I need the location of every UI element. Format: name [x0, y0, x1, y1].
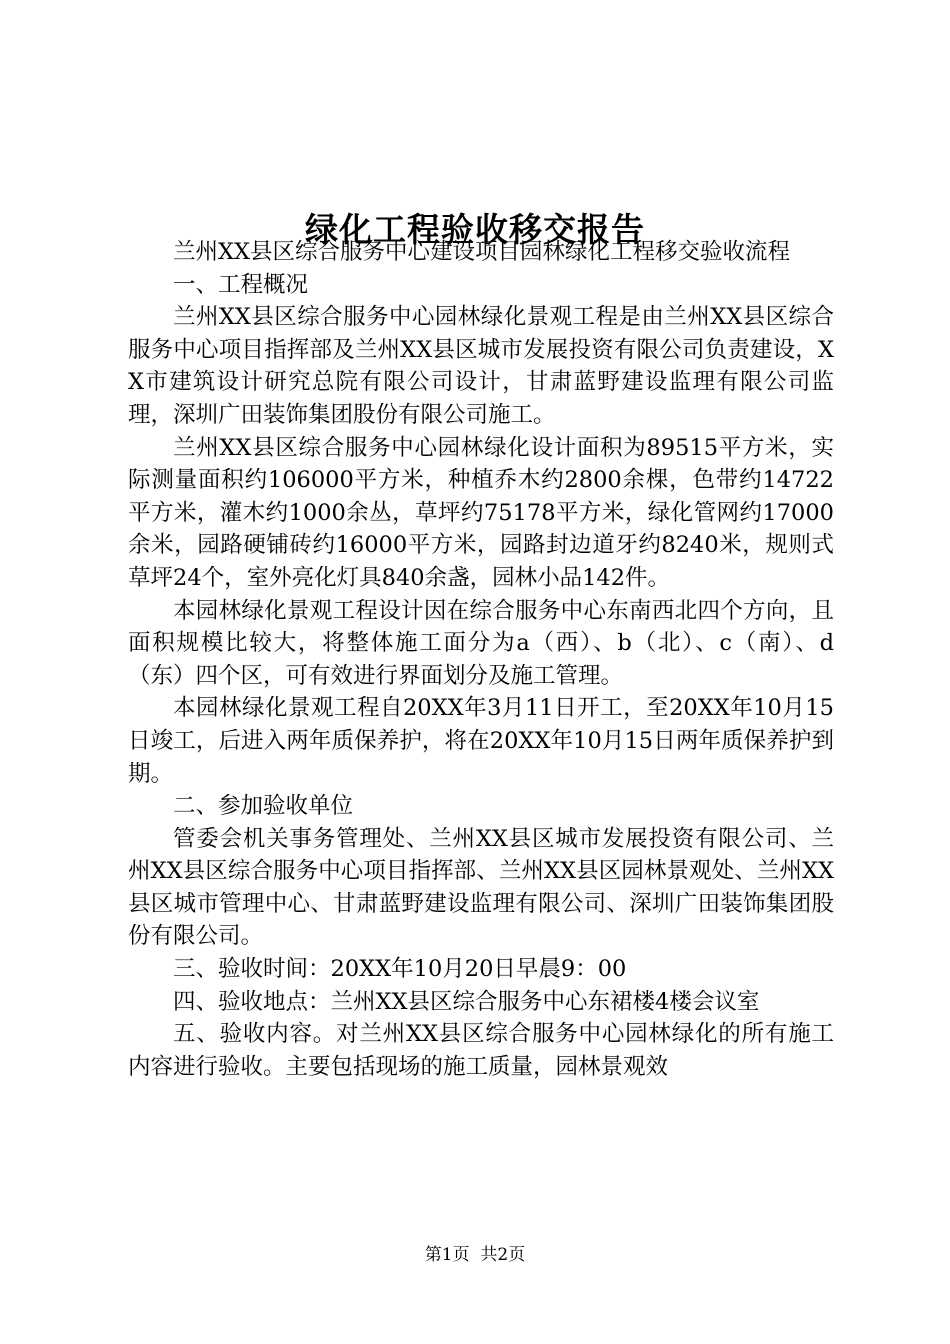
document-title: 绿化工程验收移交报告	[305, 210, 645, 250]
document-body	[128, 236, 834, 1083]
paragraph-units: 管委会机关事务管理处、兰州XX县区城市发展投资有限公司、兰州XX县区综合服务中心项目指挥部、兰州XX县区园林景观处、兰州XX县区城市管理中心、甘肃蓝野建设监理有限公司、深圳广田装饰集团股份有限公司。	[128, 825, 834, 950]
page-total: 共2页	[480, 1245, 526, 1265]
paragraph-content: 五、验收内容。对兰州XX县区综合服务中心园林绿化的所有施工内容进行验收。主要包括现场的施工质量，园林景观效	[128, 1021, 834, 1080]
section-heading-units: 二、参加验收单位	[173, 793, 354, 820]
paragraph-schedule: 本园林绿化景观工程自20XX年3月11日开工，至20XX年10月15日竣工，后进入两年质保养护，将在20XX年10月15日两年质保养护到期。	[128, 695, 834, 787]
page-number: 第1页	[424, 1245, 470, 1265]
footer-spacer	[470, 1245, 481, 1265]
section-heading-overview: 一、工程概况	[173, 271, 309, 298]
paragraph-location: 四、验收地点：兰州XX县区综合服务中心东裙楼4楼会议室	[173, 988, 760, 1015]
paragraph-intro: 兰州XX县区综合服务中心建设项目园林绿化工程移交验收流程	[173, 239, 791, 265]
paragraph-zones: 本园林绿化景观工程设计因在综合服务中心东南西北四个方向，且面积规模比较大，将整体施工面分为a（西）、b（北）、c（南）、d（东）四个区，可有效进行界面划分及施工管理。	[128, 597, 834, 689]
page-footer	[0, 1244, 950, 1266]
paragraph-overview: 兰州XX县区综合服务中心园林绿化景观工程是由兰州XX县区综合服务中心项目指挥部及兰州XX县区城市发展投资有限公司负责建设，XX市建筑设计研究总院有限公司设计，甘肃蓝野建设监理有限公司监理，深圳广田装饰集团股份有限公司施工。	[128, 304, 834, 428]
paragraph-quantities: 兰州XX县区综合服务中心园林绿化设计面积为89515平方米，实际测量面积约106000平方米，种植乔木约2800余棵，色带约14722平方米，灌木约1000余丛，草坪约75178平方米，绿化管网约17000余米，园路硬铺砖约16000平方米，园路封边道牙约8240米，规则式草坪24个，室外亮化灯具840余盏，园林小品142件。	[128, 434, 834, 591]
paragraph-time: 三、验收时间：20XX年10月20日早晨9：00	[173, 956, 627, 983]
